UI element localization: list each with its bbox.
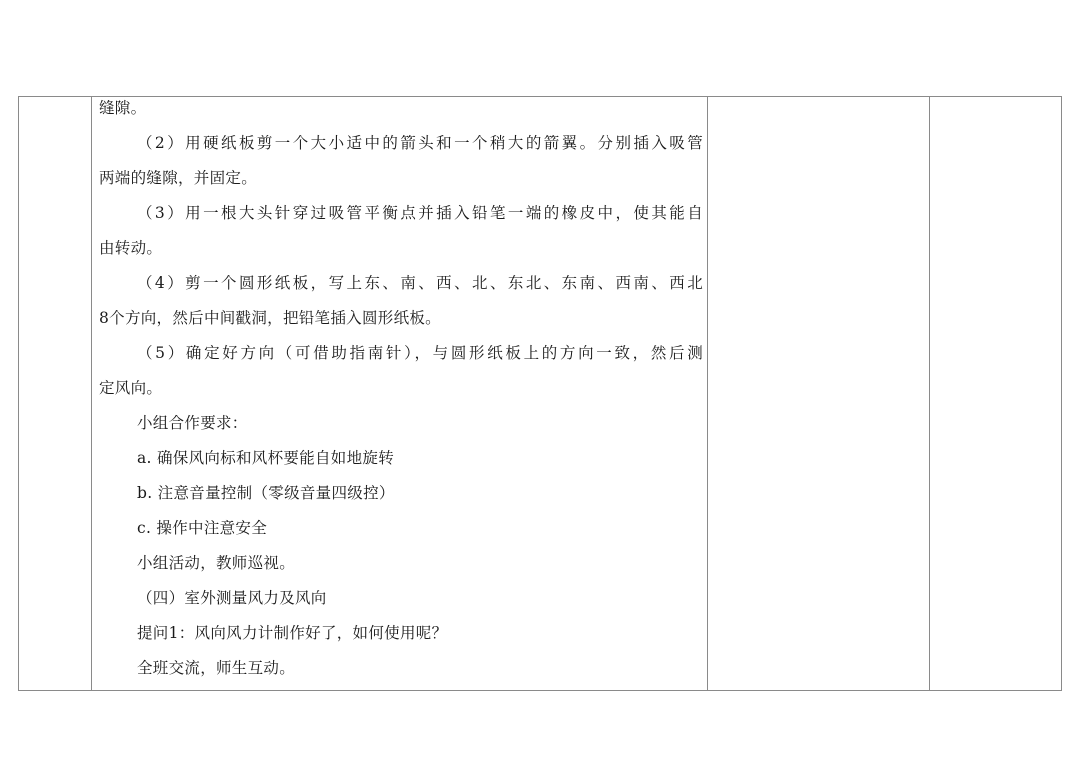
step-2-text: （2）用硬纸板剪一个大小适中的箭头和一个稍大的箭翼。分别插入吸管	[137, 134, 703, 152]
text-line: 缝隙。	[99, 99, 147, 117]
table-left-border	[18, 96, 19, 691]
requirement-a: a. 确保风向标和风杯要能自如地旋转	[137, 449, 394, 467]
requirement-c: c. 操作中注意安全	[137, 519, 268, 537]
column-divider-1	[91, 96, 92, 691]
section-four-heading: （四）室外测量风力及风向	[137, 589, 327, 607]
group-activity-text: 小组活动，教师巡视。	[137, 554, 296, 572]
step-3-text: （3）用一根大头针穿过吸管平衡点并插入铅笔一端的橡皮中，使其能自	[137, 204, 703, 222]
group-requirements-heading: 小组合作要求：	[137, 414, 248, 432]
column-divider-2	[707, 96, 708, 691]
class-exchange-text: 全班交流，师生互动。	[137, 659, 296, 677]
text-line: 两端的缝隙，并固定。	[99, 169, 258, 187]
table-bottom-border	[18, 690, 1062, 691]
requirement-b: b. 注意音量控制（零级音量四级控）	[137, 484, 395, 502]
text-line: 定风向。	[99, 379, 163, 397]
step-5-text: （5）确定好方向（可借助指南针），与圆形纸板上的方向一致，然后测	[137, 344, 703, 362]
text-line: 由转动。	[99, 239, 163, 257]
table-right-border	[1061, 96, 1062, 691]
text-line: 8个方向，然后中间戳洞，把铅笔插入圆形纸板。	[99, 309, 441, 327]
question-1-text: 提问1：风向风力计制作好了，如何使用呢？	[137, 624, 448, 642]
step-4-text: （4）剪一个圆形纸板，写上东、南、西、北、东北、东南、西南、西北	[137, 274, 703, 292]
column-divider-3	[929, 96, 930, 691]
